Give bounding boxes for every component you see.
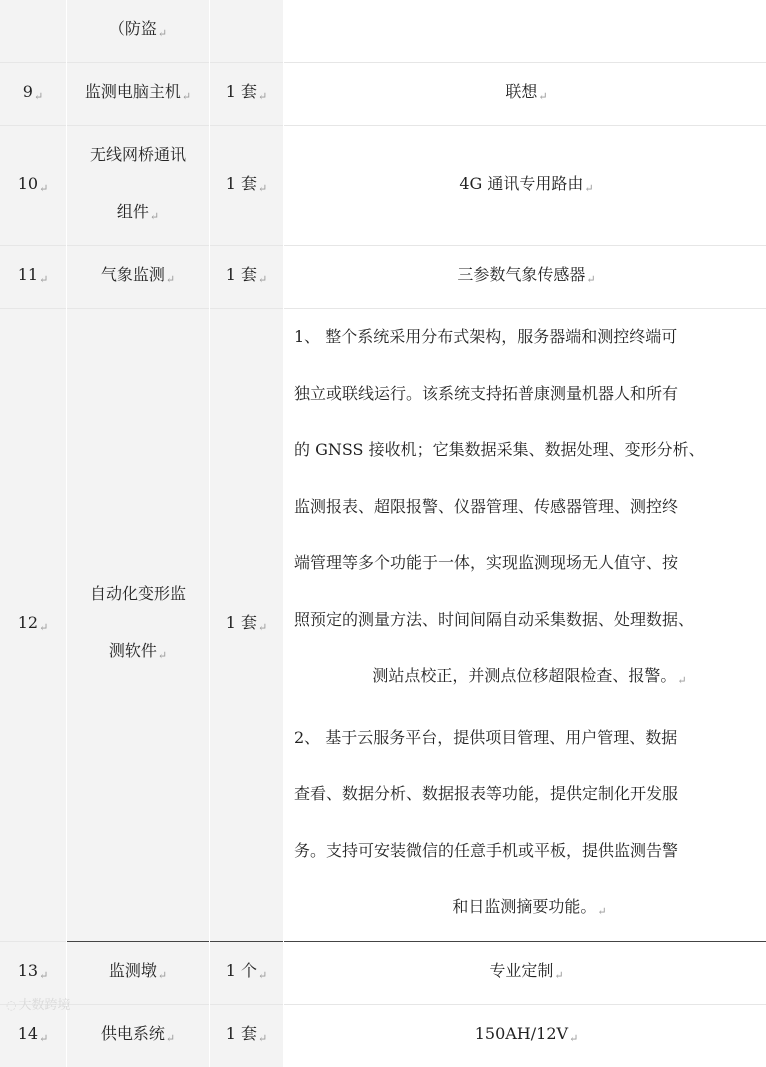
table-row — [0, 309, 766, 942]
watermark: ◌ 大数跨境 — [6, 994, 71, 1013]
description-line: 的 GNSS 接收机；它集数据采集、数据处理、变形分析、 — [294, 422, 765, 479]
table-row — [0, 246, 766, 309]
watermark-logo-icon: ◌ — [6, 998, 16, 1012]
description-line: 务。支持可安装微信的任意手机或平板，提供监测告警 — [294, 823, 765, 880]
row-number: 13↵ — [0, 941, 67, 1004]
table-row — [0, 0, 766, 63]
row-number: 11↵ — [0, 246, 67, 309]
item-description: 联想↵ — [284, 63, 766, 126]
item-name-line: 自动化变形监 — [67, 565, 209, 622]
item-quantity: 1 个↵ — [210, 941, 284, 1004]
description-line: 测站点校正，并测点位移超限检查、报警。↵ — [294, 648, 765, 710]
description-line: 端管理等多个功能于一体，实现监测现场无人值守、按 — [294, 535, 765, 592]
row-number: 14↵ — [0, 1004, 67, 1067]
description-line: 1、 整个系统采用分布式架构，服务器端和测控终端可 — [294, 309, 765, 366]
item-name — [67, 309, 210, 942]
table-row — [0, 1004, 766, 1067]
table-row — [0, 941, 766, 1004]
row-number: 9↵ — [0, 63, 67, 126]
description-line: 2、 基于云服务平台，提供项目管理、用户管理、数据 — [294, 710, 765, 767]
item-description: 150AH/12V↵ — [284, 1004, 766, 1067]
description-line: 查看、数据分析、数据报表等功能，提供定制化开发服 — [294, 766, 765, 823]
item-description: 专业定制↵ — [284, 941, 766, 1004]
item-quantity: 1 套↵ — [210, 63, 284, 126]
table-row — [0, 63, 766, 126]
item-quantity: 1 套↵ — [210, 309, 284, 942]
item-description — [284, 0, 766, 63]
item-name: 供电系统↵ — [67, 1004, 210, 1067]
item-name-line: 无线网桥通讯 — [67, 126, 209, 183]
item-name-line: 组件↵ — [67, 183, 209, 245]
item-name: 监测墩↵ — [67, 941, 210, 1004]
item-description — [284, 309, 766, 942]
description-line: 照预定的测量方法、时间间隔自动采集数据、处理数据、 — [294, 592, 765, 649]
item-quantity — [210, 0, 284, 63]
item-name: 监测电脑主机↵ — [67, 63, 210, 126]
item-name: 气象监测↵ — [67, 246, 210, 309]
description-line: 监测报表、超限报警、仪器管理、传感器管理、测控终 — [294, 479, 765, 536]
item-name-line: 测软件↵ — [67, 622, 209, 684]
item-quantity: 1 套↵ — [210, 126, 284, 246]
item-quantity: 1 套↵ — [210, 246, 284, 309]
row-number: 10↵ — [0, 126, 67, 246]
item-name — [67, 126, 210, 246]
item-description: 三参数气象传感器↵ — [284, 246, 766, 309]
item-name: （防盗↵ — [67, 0, 210, 63]
row-number: 12↵ — [0, 309, 67, 942]
description-line: 独立或联线运行。该系统支持拓普康测量机器人和所有 — [294, 366, 765, 423]
table-row — [0, 126, 766, 246]
item-description: 4G 通讯专用路由↵ — [284, 126, 766, 246]
description-line: 和日监测摘要功能。↵ — [294, 879, 765, 941]
item-quantity: 1 套↵ — [210, 1004, 284, 1067]
row-number — [0, 0, 67, 63]
